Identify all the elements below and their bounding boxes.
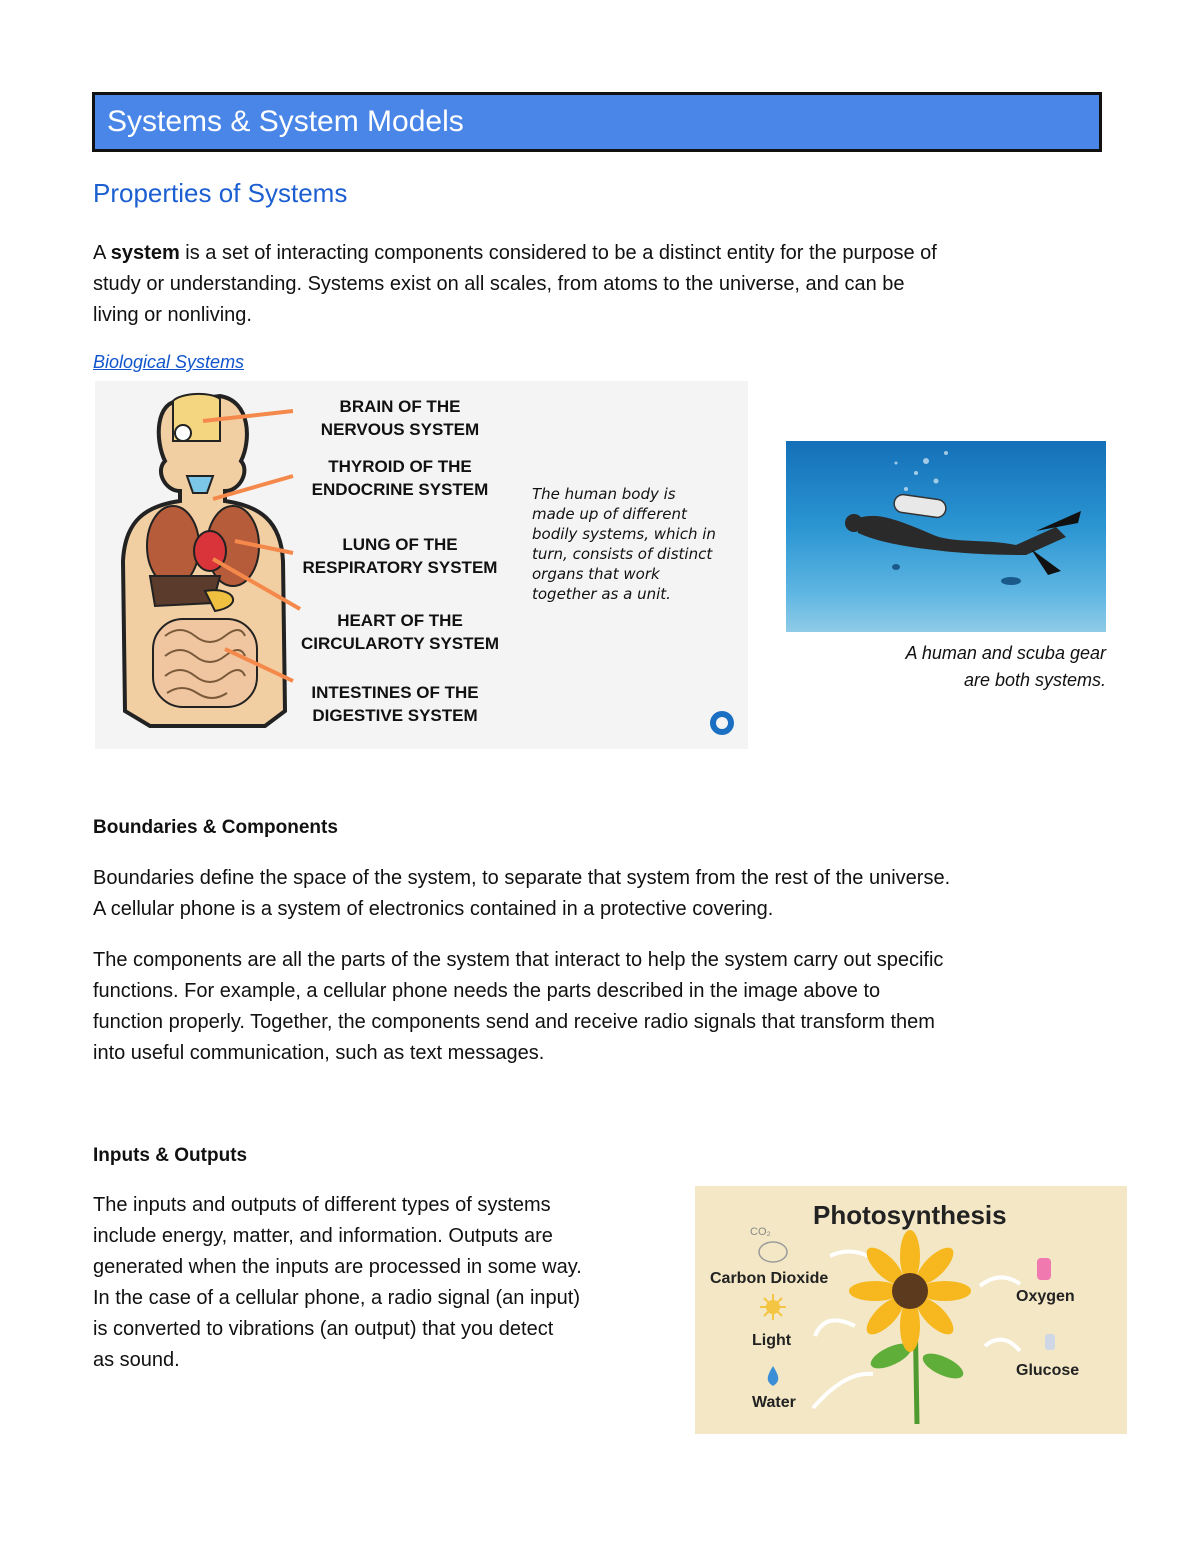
system-term: system: [110, 242, 180, 264]
output-oxygen: Oxygen: [1016, 1288, 1075, 1305]
label-nervous: BRAIN OF THE NERVOUS SYSTEM: [320, 397, 480, 439]
boundaries-paragraph-1: Boundaries define the space of the system, to separate that system from the rest of the universe. A cellular phone is a system of electronics contained in a protective covering.: [93, 867, 951, 920]
diver-caption-line-1: A human and scuba gear: [905, 643, 1106, 663]
output-glucose: Glucose: [1016, 1362, 1080, 1379]
page-title: Systems & System Models: [107, 105, 464, 138]
scuba-diver-photo: [786, 441, 1106, 632]
photosynthesis-figure: [695, 1186, 1127, 1434]
intro-line-2: study or understanding. Systems exist on all scales, from atoms to the universe, and can be: [93, 273, 905, 295]
components-paragraph: The components are all the parts of the system that interact to help the system carry out specific functions. For example, a cellular phone needs the parts described in the image above to function properly. Together, the components send and receive radio signals that transform them into useful communication, such as text messages.: [93, 949, 944, 1064]
biological-systems-link[interactable]: Biological Systems: [93, 352, 245, 372]
diver-illustration: [786, 441, 1106, 632]
label-endocrine: THYROID OF THE ENDOCRINE SYSTEM: [311, 457, 489, 499]
co2-tag: CO₂: [750, 1226, 771, 1238]
section-heading: Properties of Systems: [93, 178, 348, 208]
intro-line-3: living or nonliving.: [93, 304, 252, 326]
intro-paragraph: [93, 238, 1113, 331]
label-respiratory: LUNG OF THE RESPIRATORY SYSTEM: [302, 535, 498, 577]
title-banner: [92, 92, 1102, 152]
label-circulatory: HEART OF THE CIRCULAROTY SYSTEM: [300, 611, 500, 653]
boundaries-heading: Boundaries & Components: [93, 817, 338, 838]
diver-caption-line-2: are both systems.: [963, 670, 1106, 690]
input-water: Water: [752, 1394, 796, 1411]
io-heading: Inputs & Outputs: [93, 1145, 248, 1166]
input-carbon-dioxide: Carbon Dioxide: [710, 1270, 829, 1287]
intro-line-1: A system is a set of interacting components considered to be a distinct entity for the purpose of: [93, 242, 937, 264]
photosynthesis-title: Photosynthesis: [813, 1200, 1007, 1230]
input-light: Light: [752, 1332, 792, 1349]
label-digestive: INTESTINES OF THE DIGESTIVE SYSTEM: [311, 683, 479, 725]
io-paragraph: The inputs and outputs of different types of systems include energy, matter, and information. Outputs are generated when the inputs are processed in some way. In the case of a cellular phone, a radio signal (an input) is converted to vibrations (an output) that you detect as sound.: [93, 1194, 582, 1371]
body-note: The human body is made up of different bodily systems, which in turn, consists of distinct organs that work together as a unit.: [532, 485, 716, 603]
